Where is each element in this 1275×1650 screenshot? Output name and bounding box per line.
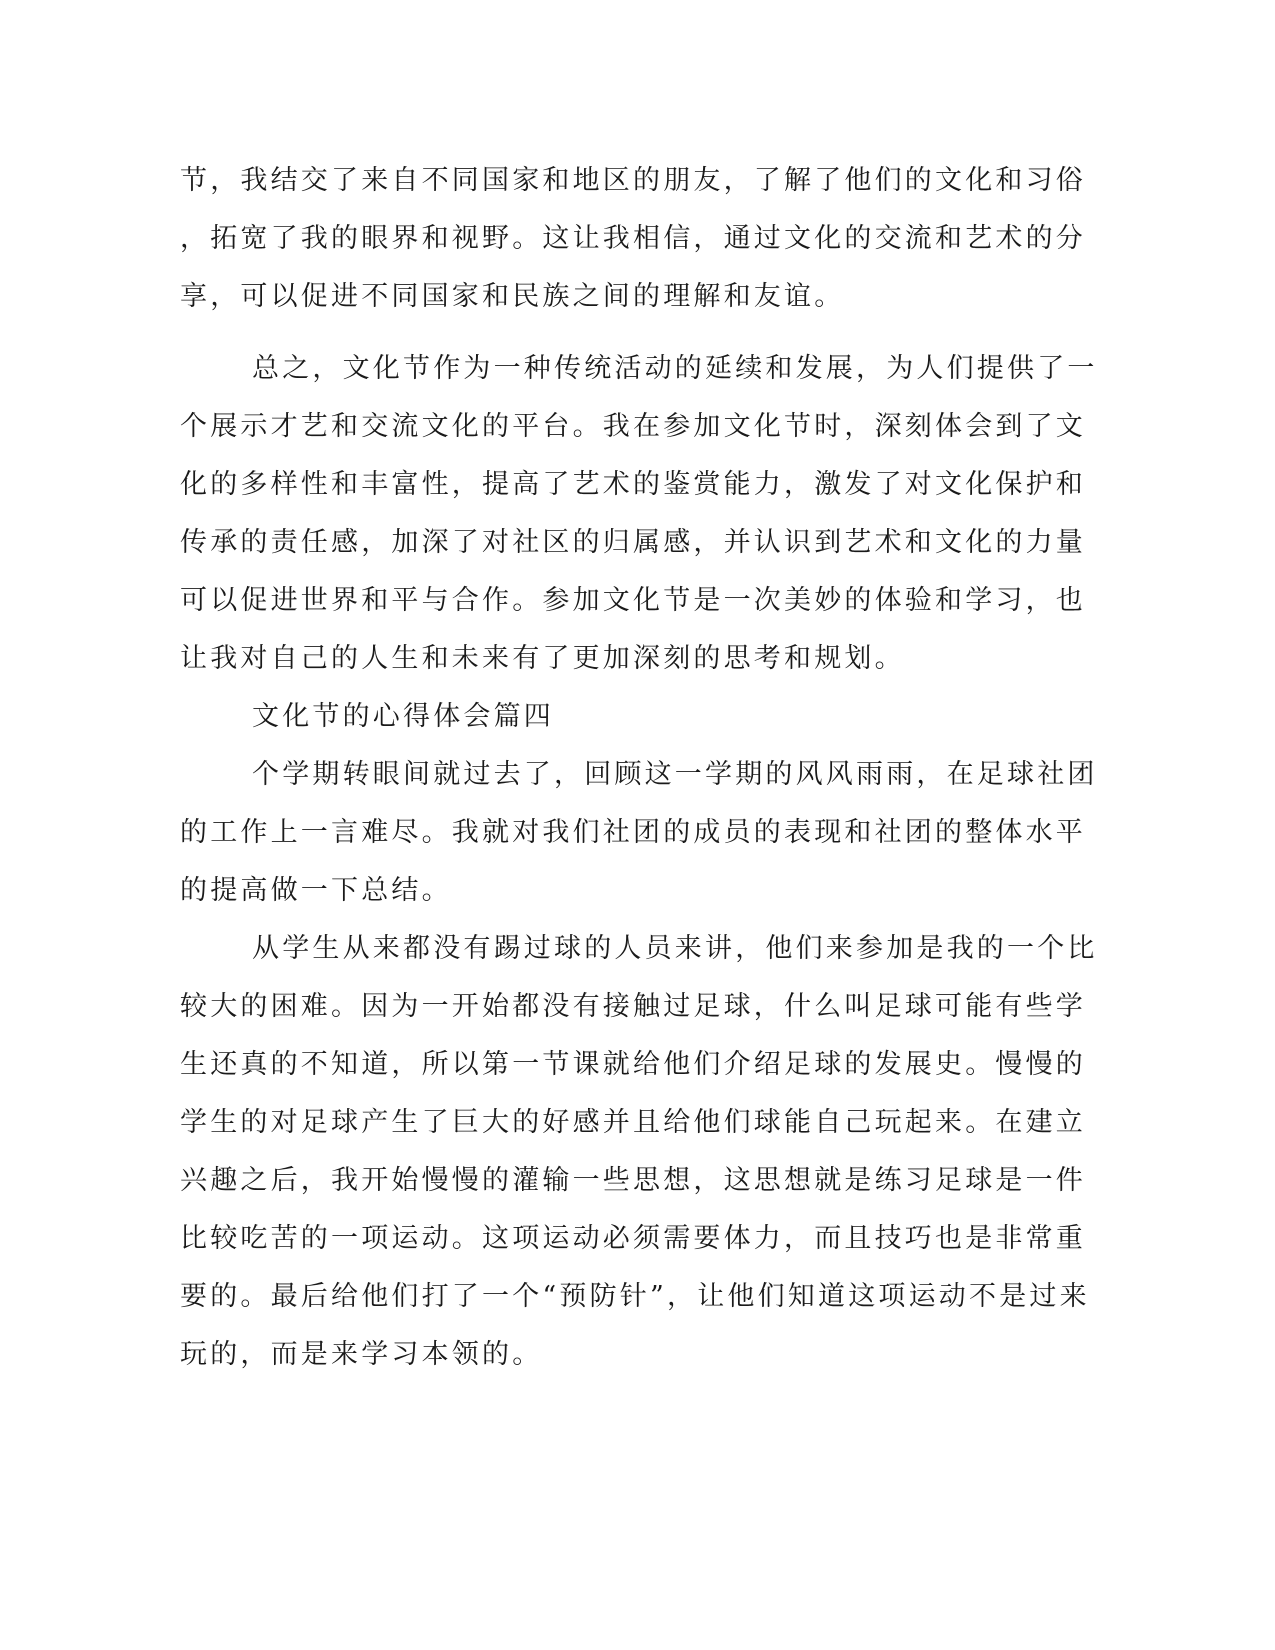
paragraph-semester (180, 746, 1098, 920)
section-heading: 文化节的心得体会篇四 (252, 701, 554, 732)
text-line: 的提高做一下总结。 (180, 875, 452, 906)
text-line: 化的多样性和丰富性，提高了艺术的鉴赏能力，激发了对文化保护和 (180, 469, 1086, 500)
text-line: 可以促进世界和平与合作。参加文化节是一次美妙的体验和学习，也 (180, 585, 1086, 616)
text-line: 让我对自己的人生和未来有了更加深刻的思考和规划。 (180, 643, 905, 674)
text-line: 的工作上一言难尽。我就对我们社团的成员的表现和社团的整体水平 (180, 817, 1086, 848)
paragraph-football (180, 920, 1098, 1384)
document-body (180, 152, 1098, 1384)
text-line: 从学生从来都没有踢过球的人员来讲，他们来参加是我的一个比 (252, 933, 1098, 964)
text-line: 要的。最后给他们打了一个“预防针”，让他们知道这项运动不是过来 (180, 1281, 1090, 1312)
text-line: 比较吃苦的一项运动。这项运动必须需要体力，而且技巧也是非常重 (180, 1223, 1086, 1254)
text-line: 节，我结交了来自不同国家和地区的朋友，了解了他们的文化和习俗 (180, 165, 1086, 196)
paragraph-continuation (180, 152, 1086, 326)
text-line: 生还真的不知道，所以第一节课就给他们介绍足球的发展史。慢慢的 (180, 1049, 1086, 1080)
text-line: 个学期转眼间就过去了，回顾这一学期的风风雨雨，在足球社团 (252, 759, 1098, 790)
text-line: 学生的对足球产生了巨大的好感并且给他们球能自己玩起来。在建立 (180, 1107, 1086, 1138)
text-line: 享，可以促进不同国家和民族之间的理解和友谊。 (180, 281, 845, 312)
text-line: 总之，文化节作为一种传统活动的延续和发展，为人们提供了一 (252, 353, 1098, 384)
text-line: 兴趣之后，我开始慢慢的灌输一些思想，这思想就是练习足球是一件 (180, 1165, 1086, 1196)
text-line: 传承的责任感，加深了对社区的归属感，并认识到艺术和文化的力量 (180, 527, 1086, 558)
text-line: 玩的，而是来学习本领的。 (180, 1339, 543, 1370)
text-line: 个展示才艺和交流文化的平台。我在参加文化节时，深刻体会到了文 (180, 411, 1086, 442)
text-line: 较大的困难。因为一开始都没有接触过足球，什么叫足球可能有些学 (180, 991, 1086, 1022)
paragraph-summary (180, 340, 1098, 688)
text-line: ，拓宽了我的眼界和视野。这让我相信，通过文化的交流和艺术的分 (180, 223, 1086, 254)
